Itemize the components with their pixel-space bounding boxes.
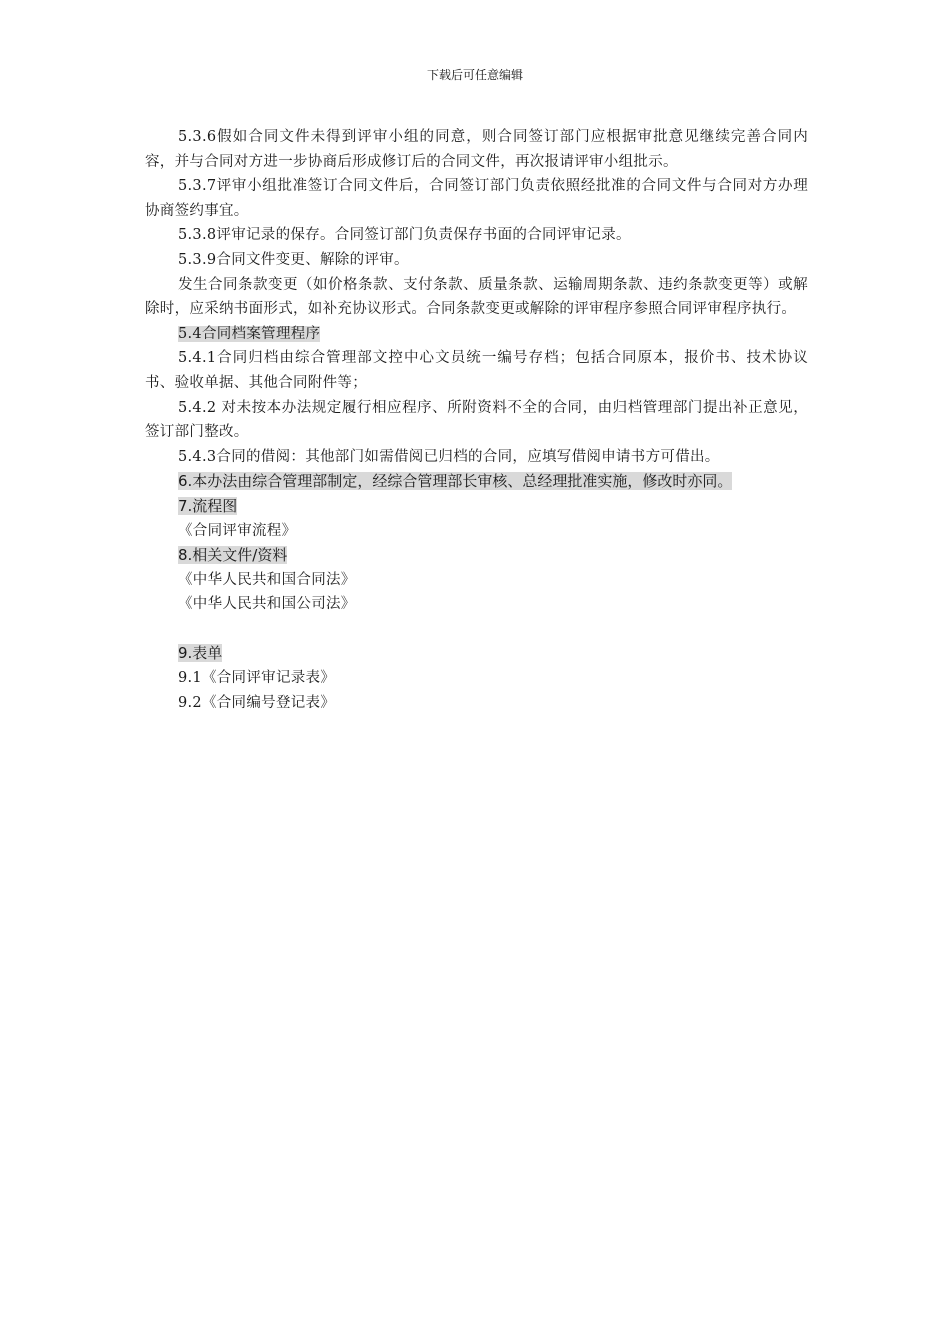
clause-5-3-7: 5.3.7评审小组批准签订合同文件后，合同签订部门负责依照经批准的合同文件与合同对方办理协商签约事宜。 [145, 178, 808, 219]
document-body [145, 125, 808, 715]
clause-5-3-9-body: 发生合同条款变更（如价格条款、支付条款、质量条款、运输周期条款、违约条款变更等）或解除时，应采纳书面形式，如补充协议形式。合同条款变更或解除的评审程序参照合同评审程序执行。 [145, 276, 808, 318]
section-8-heading-text: 8.相关文件/资料 [178, 546, 288, 565]
clause-5-4-2: 5.4.2 对未按本办法规定履行相应程序、所附资料不全的合同，由归档管理部门提出补正意见，签订部门整改。 [145, 399, 808, 441]
section-7-heading-text: 7.流程图 [178, 496, 238, 515]
section-6-heading [145, 469, 808, 494]
clause-5-3-8: 5.3.8评审记录的保存。合同签订部门负责保存书面的合同评审记录。 [178, 227, 631, 244]
clause-5-3-9: 5.3.9合同文件变更、解除的评审。 [178, 251, 409, 268]
section-7-heading [145, 494, 808, 519]
section-8-heading [145, 543, 808, 568]
blank-line [145, 617, 808, 642]
section-5-4-heading-text: 5.4合同档案管理程序 [178, 325, 321, 342]
clause-5-3-6: 5.3.6假如合同文件未得到评审小组的同意，则合同签订部门应根据审批意见继续完善合同内容，并与合同对方进一步协商后形成修订后的合同文件，再次报请评审小组批示。 [145, 129, 808, 170]
section-9-heading [145, 641, 808, 666]
related-document-2: 《中华人民共和国公司法》 [178, 596, 356, 613]
clause-5-4-1: 5.4.1合同归档由综合管理部文控中心文员统一编号存档；包括合同原本，报价书、技术协议书、验收单据、其他合同附件等； [145, 350, 808, 391]
form-item-2: 9.2《合同编号登记表》 [178, 694, 336, 711]
page-header: 下载后可任意编辑 [426, 68, 523, 82]
related-document-1: 《中华人民共和国合同法》 [178, 571, 356, 588]
clause-5-4-3: 5.4.3合同的借阅：其他部门如需借阅已归档的合同，应填写借阅申请书方可借出。 [178, 448, 720, 465]
section-9-heading-text: 9.表单 [178, 644, 223, 663]
form-item-1: 9.1《合同评审记录表》 [178, 670, 336, 687]
section-5-4-heading [145, 322, 808, 347]
section-6-heading-text: 6.本办法由综合管理部制定，经综合管理部长审核、总经理批准实施，修改时亦同。 [178, 472, 733, 491]
flowchart-reference: 《合同评审流程》 [178, 522, 297, 539]
